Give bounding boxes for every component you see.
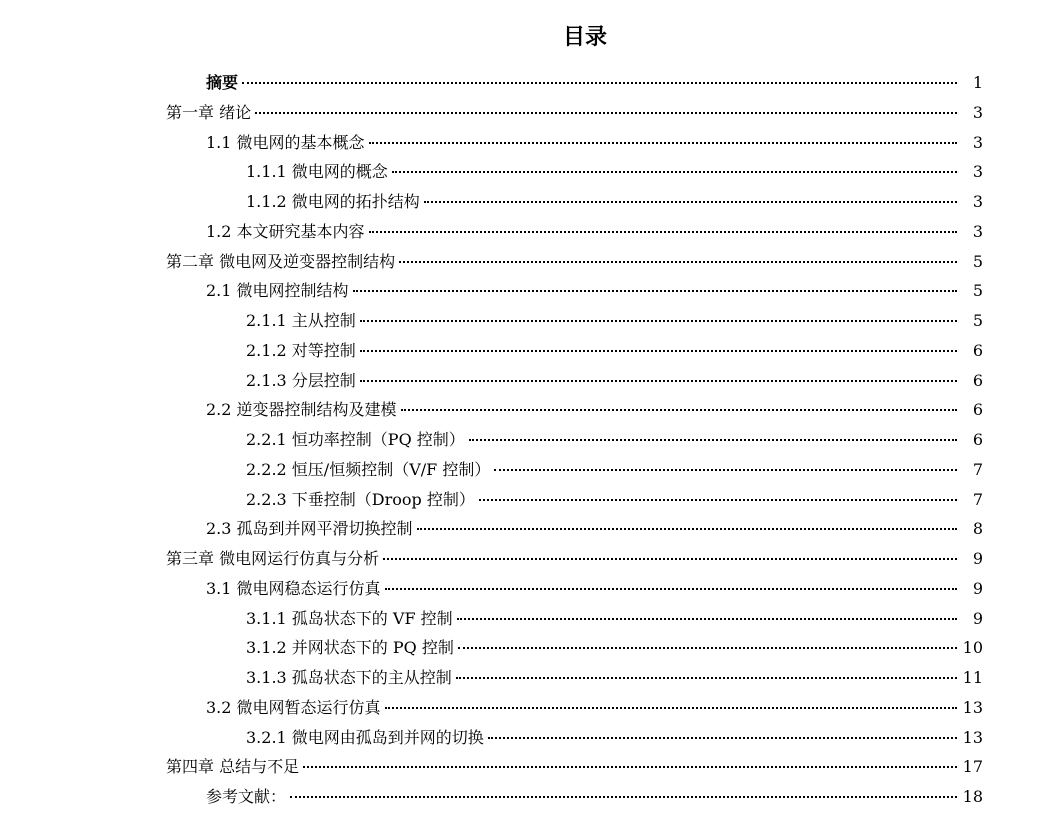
toc-entry-label: 3.1 微电网稳态运行仿真 bbox=[206, 578, 381, 598]
toc-entry-label: 1.1.1 微电网的概念 bbox=[246, 162, 388, 182]
toc-entry-page-number: 10 bbox=[962, 638, 983, 658]
toc-entry-page-number: 3 bbox=[972, 192, 983, 211]
toc-entry-label: 2.1.3 分层控制 bbox=[246, 370, 356, 390]
toc-entry[interactable] bbox=[0, 544, 1041, 574]
toc-list bbox=[0, 68, 1041, 812]
toc-entry-label: 2.2.3 下垂控制（Droop 控制） bbox=[246, 489, 475, 509]
toc-entry-label: 3.1.2 并网状态下的 PQ 控制 bbox=[246, 638, 454, 658]
dot-leader bbox=[385, 707, 957, 709]
dot-leader bbox=[399, 261, 957, 263]
toc-entry-page-number: 6 bbox=[972, 430, 983, 449]
toc-entry-label: 第二章 微电网及逆变器控制结构 bbox=[166, 251, 396, 271]
dot-leader bbox=[469, 439, 957, 441]
toc-entry[interactable] bbox=[0, 336, 1041, 366]
dot-leader bbox=[360, 320, 957, 322]
dot-leader bbox=[303, 766, 957, 768]
toc-entry-label: 2.2.1 恒功率控制（PQ 控制） bbox=[246, 430, 465, 449]
page-title: 目录 bbox=[562, 25, 607, 50]
toc-entry-label: 3.2.1 微电网由孤岛到并网的切换 bbox=[246, 727, 484, 747]
dot-leader bbox=[488, 737, 957, 739]
toc-entry-label: 1.1.2 微电网的拓扑结构 bbox=[246, 192, 420, 211]
toc-entry-page-number: 13 bbox=[962, 697, 983, 717]
toc-entry-page-number: 11 bbox=[962, 668, 983, 687]
toc-entry-page-number: 5 bbox=[972, 281, 983, 301]
toc-entry-label: 3.1.1 孤岛状态下的 VF 控制 bbox=[246, 608, 453, 628]
toc-entry-label: 1.2 本文研究基本内容 bbox=[206, 221, 365, 241]
toc-entry[interactable] bbox=[0, 604, 1041, 634]
dot-leader bbox=[369, 142, 957, 144]
toc-entry-page-number: 18 bbox=[962, 787, 983, 806]
toc-entry[interactable] bbox=[0, 752, 1041, 782]
toc-entry-page-number: 1 bbox=[972, 73, 983, 92]
toc-entry[interactable] bbox=[0, 782, 1041, 812]
toc-entry-page-number: 13 bbox=[962, 727, 983, 747]
dot-leader bbox=[353, 290, 957, 292]
toc-entry-page-number: 5 bbox=[972, 311, 983, 330]
toc-entry[interactable] bbox=[0, 663, 1041, 693]
toc-entry-page-number: 7 bbox=[972, 459, 983, 479]
toc-entry[interactable] bbox=[0, 693, 1041, 723]
toc-entry-page-number: 17 bbox=[962, 757, 983, 777]
dot-leader bbox=[255, 112, 957, 114]
dot-leader bbox=[456, 677, 957, 679]
toc-entry[interactable] bbox=[0, 157, 1041, 187]
dot-leader bbox=[383, 558, 957, 560]
dot-leader bbox=[360, 380, 957, 382]
toc-entry-label: 3.2 微电网暂态运行仿真 bbox=[206, 697, 381, 717]
toc-entry[interactable] bbox=[0, 247, 1041, 277]
dot-leader bbox=[385, 588, 957, 590]
toc-entry-label: 2.1.2 对等控制 bbox=[246, 340, 356, 360]
toc-entry[interactable] bbox=[0, 395, 1041, 425]
toc-entry[interactable] bbox=[0, 723, 1041, 753]
toc-entry-label: 3.1.3 孤岛状态下的主从控制 bbox=[246, 668, 452, 687]
toc-entry-label: 第四章 总结与不足 bbox=[166, 757, 300, 777]
dot-leader bbox=[458, 647, 957, 649]
toc-entry[interactable] bbox=[0, 187, 1041, 217]
toc-entry[interactable] bbox=[0, 217, 1041, 247]
toc-entry-label: 1.1 微电网的基本概念 bbox=[206, 132, 365, 152]
dot-leader bbox=[479, 499, 957, 501]
toc-entry[interactable] bbox=[0, 68, 1041, 98]
toc-entry-page-number: 3 bbox=[972, 162, 983, 182]
toc-entry[interactable] bbox=[0, 98, 1041, 128]
toc-entry-page-number: 9 bbox=[972, 578, 983, 598]
dot-leader bbox=[494, 469, 957, 471]
toc-entry-label: 摘要 bbox=[206, 73, 239, 92]
toc-entry-page-number: 5 bbox=[972, 251, 983, 271]
toc-entry-page-number: 6 bbox=[972, 340, 983, 360]
toc-entry-page-number: 3 bbox=[972, 132, 983, 152]
toc-entry-label: 参考文献： bbox=[206, 787, 287, 806]
toc-entry[interactable] bbox=[0, 425, 1041, 455]
toc-entry[interactable] bbox=[0, 633, 1041, 663]
toc-entry-label: 2.3 孤岛到并网平滑切换控制 bbox=[206, 519, 413, 539]
toc-entry-label: 2.1.1 主从控制 bbox=[246, 311, 356, 330]
toc-entry-label: 2.2.2 恒压/恒频控制（V/F 控制） bbox=[246, 459, 491, 479]
dot-leader bbox=[242, 82, 957, 84]
toc-entry[interactable] bbox=[0, 306, 1041, 336]
toc-entry-page-number: 9 bbox=[972, 549, 983, 568]
toc-entry-label: 第一章 绪论 bbox=[166, 102, 252, 122]
dot-leader bbox=[360, 350, 957, 352]
toc-entry-page-number: 6 bbox=[972, 370, 983, 390]
dot-leader bbox=[424, 201, 957, 203]
toc-entry[interactable] bbox=[0, 455, 1041, 485]
toc-entry-page-number: 3 bbox=[972, 221, 983, 241]
toc-entry[interactable] bbox=[0, 276, 1041, 306]
toc-entry-label: 第三章 微电网运行仿真与分析 bbox=[166, 549, 380, 568]
toc-entry[interactable] bbox=[0, 485, 1041, 515]
toc-entry-page-number: 7 bbox=[972, 489, 983, 509]
dot-leader bbox=[457, 618, 957, 620]
toc-entry-page-number: 6 bbox=[972, 400, 983, 420]
toc-entry[interactable] bbox=[0, 366, 1041, 396]
dot-leader bbox=[369, 231, 957, 233]
toc-entry-label: 2.1 微电网控制结构 bbox=[206, 281, 349, 301]
toc-entry[interactable] bbox=[0, 128, 1041, 158]
toc-entry[interactable] bbox=[0, 574, 1041, 604]
dot-leader bbox=[401, 409, 957, 411]
dot-leader bbox=[392, 171, 957, 173]
toc-entry-page-number: 8 bbox=[972, 519, 983, 539]
toc-entry-label: 2.2 逆变器控制结构及建模 bbox=[206, 400, 397, 420]
toc-entry-page-number: 3 bbox=[972, 102, 983, 122]
toc-entry[interactable] bbox=[0, 514, 1041, 544]
toc-entry-page-number: 9 bbox=[972, 608, 983, 628]
dot-leader bbox=[417, 528, 957, 530]
dot-leader bbox=[290, 796, 957, 798]
